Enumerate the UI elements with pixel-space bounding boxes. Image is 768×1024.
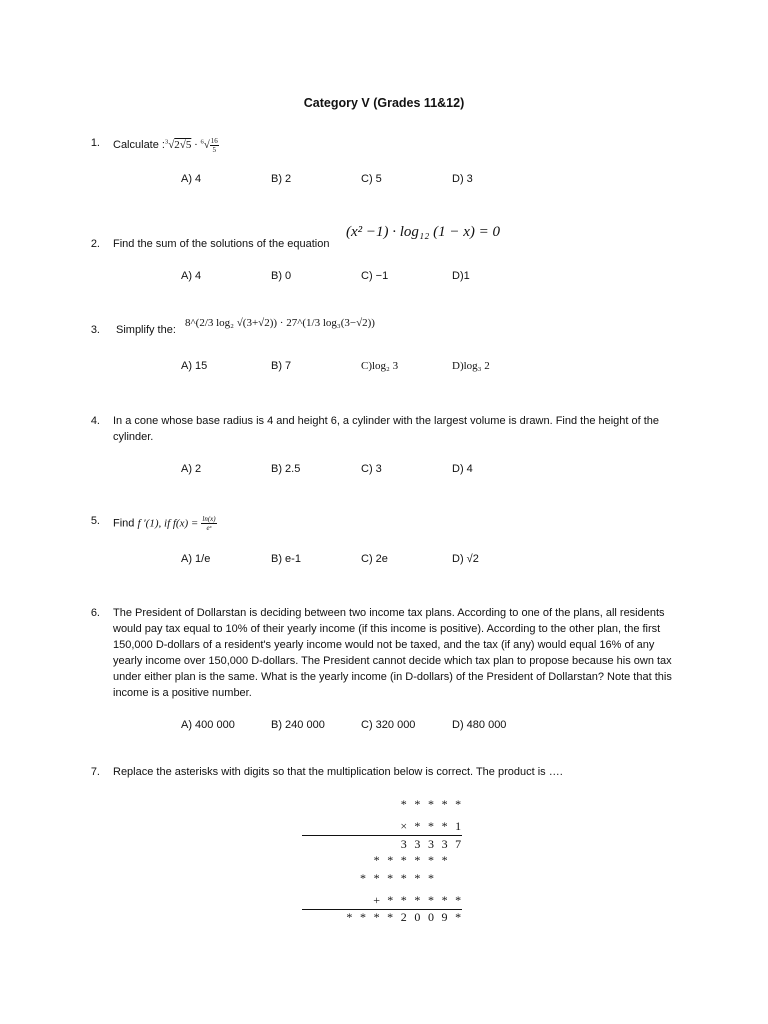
q4-option-a[interactable]: A) 2	[181, 463, 202, 475]
question-1-math: $^3$√2√5 · $^6$√ $\frac{16}{5}$	[164, 137, 218, 154]
multiplication-cell: 9	[441, 910, 448, 924]
multiplication-cell: ×	[400, 819, 408, 833]
multiplication-row	[397, 819, 465, 834]
q2-option-a[interactable]: A) 4	[181, 270, 202, 282]
multiplication-cell: *	[414, 797, 421, 811]
q4-option-d[interactable]: D) 4	[452, 463, 473, 475]
multiplication-cell: *	[359, 871, 366, 885]
multiplication-cell: *	[400, 797, 407, 811]
multiplication-cell: *	[400, 871, 407, 885]
question-6-text: The President of Dollarstan is deciding between two income tax plans. According to one of the plans, all residents would pay tax equal to 10% of their yearly income (if this income is positive). According to the other plan, the first 150,000 D-dollars of a resident's yearly income would not be taxed, and the tax (if any) would equal 16% of any yearly income over 150,000 D-dollars. The President cannot decide which tax plan to propose because his own tax under either plan is the same. What is the yearly income (in D-dollars) of the President of Dollarstan? Note that this income is a positive number.	[113, 607, 672, 699]
multiplication-cell: *	[455, 910, 462, 924]
multiplication-cell: *	[414, 871, 421, 885]
multiplication-row	[356, 871, 438, 886]
multiplication-cell: *	[427, 871, 434, 885]
q1-option-b[interactable]: B) 2	[271, 173, 292, 185]
question-5-label: Find	[113, 517, 135, 530]
multiplication-cell: *	[455, 797, 462, 811]
question-number-4: 4.	[90, 415, 100, 427]
question-number-2: 2.	[90, 238, 100, 250]
question-1-label: Calculate :	[113, 139, 165, 152]
q3-option-a[interactable]: A) 15	[181, 360, 208, 372]
multiplication-cell: *	[373, 910, 380, 924]
multiplication-row	[397, 837, 465, 852]
q3-option-d[interactable]: D)log₃ 2	[452, 360, 490, 372]
multiplication-cell: *	[427, 797, 434, 811]
multiplication-cell: *	[441, 893, 448, 907]
multiplication-cell: *	[400, 893, 407, 907]
multiplication-rule-1	[302, 835, 462, 836]
q6-option-c[interactable]: C) 320 000	[361, 719, 416, 731]
multiplication-cell: *	[414, 893, 421, 907]
question-2-text: Find the sum of the solutions of the equation	[113, 238, 330, 250]
q4-option-c[interactable]: C) 3	[361, 463, 382, 475]
multiplication-cell: 0	[414, 910, 421, 924]
multiplication-cell: *	[414, 819, 421, 833]
multiplication-cell: *	[387, 853, 394, 867]
multiplication-cell: 0	[427, 910, 434, 924]
q1-option-a[interactable]: A) 4	[181, 173, 202, 185]
question-number-1: 1.	[90, 137, 100, 149]
multiplication-cell: *	[387, 871, 394, 885]
multiplication-cell: *	[427, 853, 434, 867]
question-2-equation: (x² −1) · log₁₂ (1 − x) = 0	[346, 224, 501, 240]
q2-option-d[interactable]: D)1	[452, 270, 470, 282]
multiplication-cell: *	[414, 853, 421, 867]
q6-option-a[interactable]: A) 400 000	[181, 719, 235, 731]
multiplication-cell: 1	[455, 819, 462, 833]
q5-option-d[interactable]: D) √2	[452, 553, 479, 565]
multiplication-cell: *	[441, 797, 448, 811]
q5-option-c[interactable]: C) 2e	[361, 553, 388, 565]
multiplication-cell: 3	[427, 837, 434, 851]
multiplication-cell: *	[427, 893, 434, 907]
multiplication-row	[370, 853, 452, 868]
question-number-7: 7.	[90, 766, 100, 778]
question-5-fraction: $\frac{\ln(x)}{\text{eˣ}}$	[202, 515, 216, 532]
question-4-text: In a cone whose base radius is 4 and height 6, a cylinder with the largest volume is drawn. Find the height of the cylinder.	[113, 415, 660, 443]
multiplication-cell: *	[427, 819, 434, 833]
multiplication-cell: *	[373, 871, 380, 885]
q2-option-b[interactable]: B) 0	[271, 270, 292, 282]
question-number-6: 6.	[90, 607, 100, 619]
multiplication-cell: 3	[400, 837, 407, 851]
multiplication-cell: *	[387, 893, 394, 907]
q6-option-d[interactable]: D) 480 000	[452, 719, 507, 731]
multiplication-cell: *	[359, 910, 366, 924]
question-3-expression: 8^(2/3 log₂ √(3+√2)) · 27^(1/3 log₃(3−√2))	[185, 317, 375, 329]
multiplication-cell: *	[387, 910, 394, 924]
multiplication-rule-2	[302, 909, 462, 910]
q3-option-b[interactable]: B) 7	[271, 360, 292, 372]
page-title: Category V (Grades 11&12)	[303, 96, 465, 110]
multiplication-row	[370, 893, 465, 908]
question-7-text: Replace the asterisks with digits so that the multiplication below is correct. The product is ….	[113, 766, 563, 778]
multiplication-cell: *	[441, 853, 448, 867]
multiplication-cell: +	[373, 893, 380, 907]
multiplication-cell: 7	[455, 837, 462, 851]
q1-option-c[interactable]: C) 5	[361, 173, 382, 185]
question-5-expression: f ′(1), if f(x) =	[137, 517, 199, 530]
q1-option-d[interactable]: D) 3	[452, 173, 473, 185]
multiplication-cell: *	[455, 893, 462, 907]
multiplication-row	[343, 910, 465, 925]
multiplication-cell: 3	[441, 837, 448, 851]
question-number-3: 3.	[90, 324, 100, 336]
multiplication-cell: *	[346, 910, 353, 924]
question-3-text: Simplify the:	[116, 324, 176, 336]
multiplication-cell: *	[441, 819, 448, 833]
q2-option-c[interactable]: C) −1	[361, 270, 389, 282]
multiplication-cell: *	[400, 853, 407, 867]
q5-option-a[interactable]: A) 1/e	[181, 553, 211, 565]
question-number-5: 5.	[90, 515, 100, 527]
q4-option-b[interactable]: B) 2.5	[271, 463, 301, 475]
multiplication-cell: 2	[400, 910, 407, 924]
multiplication-row	[397, 797, 465, 812]
q6-option-b[interactable]: B) 240 000	[271, 719, 325, 731]
multiplication-cell: *	[373, 853, 380, 867]
multiplication-cell: 3	[414, 837, 421, 851]
q5-option-b[interactable]: B) e-1	[271, 553, 301, 565]
q3-option-c[interactable]: C)log₂ 3	[361, 360, 399, 372]
